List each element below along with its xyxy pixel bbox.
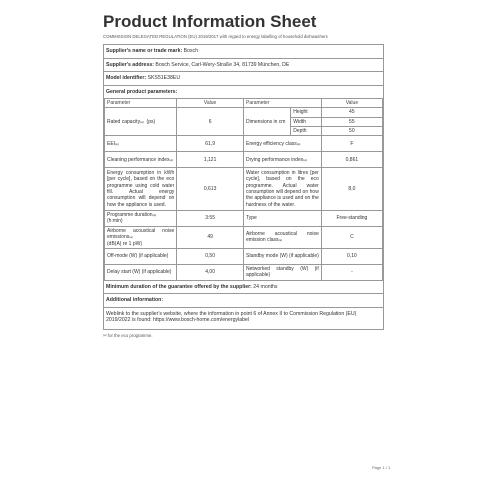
dimensions-label: Dimensions in cm bbox=[243, 108, 290, 136]
table-row bbox=[105, 136, 383, 152]
energy-class-value: F bbox=[321, 136, 382, 152]
supplier-address-label: Supplier's address: bbox=[106, 61, 154, 68]
table-header-row bbox=[105, 99, 383, 108]
energy-consumption-label: Energy consumption in kWh [per cycle], based on the eco programme using cold water fill. Actual energy consumption will depend on how the appliance is used. bbox=[105, 168, 177, 211]
guarantee-label: Minimum duration of the guarantee offered by the supplier: bbox=[106, 283, 252, 290]
noise-emissions-label: Airborne acoustical noise emissions$^{(a)}$ (dB(A) re 1 pW) bbox=[105, 226, 177, 248]
water-consumption-value: 8,0 bbox=[321, 168, 382, 211]
header-value-1: Value bbox=[177, 99, 244, 108]
delay-start-label: Delay start (W) (if applicable) bbox=[105, 264, 177, 280]
off-mode-label: Off-mode (W) (if applicable) bbox=[105, 248, 177, 264]
table-row bbox=[105, 108, 383, 136]
energy-class-label: Energy efficiency class$^{(a)}$ bbox=[243, 136, 321, 152]
table-row bbox=[105, 152, 383, 168]
depth-label: Depth bbox=[291, 126, 321, 135]
eei-value: 61,9 bbox=[177, 136, 244, 152]
programme-duration-value: 3:55 bbox=[177, 210, 244, 226]
supplier-name-label: Supplier's name or trade mark: bbox=[106, 48, 183, 54]
table-row bbox=[105, 264, 383, 280]
supplier-address-row bbox=[104, 59, 383, 73]
table-row bbox=[105, 226, 383, 248]
drying-index-label: Drying performance index$^{(a)}$ bbox=[243, 152, 321, 168]
networked-standby-label: Networked standby (W) (if applicable) bbox=[243, 264, 321, 280]
header-parameter-1: Parameter bbox=[105, 99, 177, 108]
height-value: 45 bbox=[321, 108, 382, 117]
drying-index-value: 0,861 bbox=[321, 152, 382, 168]
noise-class-label: Airborne acoustical noise emission class$^{(a)}$ bbox=[243, 226, 321, 248]
standby-mode-label: Standby mode (W) (if applicable) bbox=[243, 248, 321, 264]
noise-emissions-value: 49 bbox=[177, 226, 244, 248]
cleaning-index-value: 1,121 bbox=[177, 152, 244, 168]
supplier-name-value: Bosch bbox=[183, 48, 199, 54]
regulation-subtitle: COMMISSION DELEGATED REGULATION (EU) 2019/2017 with regard to energy labelling of household dishwashers bbox=[103, 34, 328, 39]
weblink-text: Weblink to the supplier's website, where the information in point 6 of Annex II to Commission Regulation (EU) 2019/2022 is found: https://www.bosch-home.com/energylabel bbox=[106, 310, 357, 324]
height-label: Height bbox=[291, 108, 321, 117]
header-parameter-2: Parameter bbox=[243, 99, 321, 108]
model-identifier-value: SKS51E38EU bbox=[147, 75, 181, 81]
rated-capacity-value: 6 bbox=[177, 108, 244, 136]
energy-consumption-value: 0,613 bbox=[177, 168, 244, 211]
info-box bbox=[103, 44, 384, 330]
dimensions-cell bbox=[291, 108, 383, 136]
additional-info-label: Additional information: bbox=[104, 294, 383, 308]
standby-mode-value: 0,10 bbox=[321, 248, 382, 264]
parameters-table bbox=[104, 98, 383, 281]
model-identifier-label: Model identifier: bbox=[106, 75, 147, 81]
width-value: 55 bbox=[321, 117, 382, 126]
table-row bbox=[105, 168, 383, 211]
general-params-label: General product parameters: bbox=[106, 88, 178, 95]
model-identifier-row bbox=[104, 72, 383, 86]
supplier-address-value: Bosch Service, Carl-Wery-Straße 34, 81739 München, DE bbox=[155, 61, 290, 68]
page-number: Page 1 / 1 bbox=[372, 465, 391, 470]
eei-label: EEI$^{(a)}$ bbox=[105, 136, 177, 152]
rated-capacity-label: Rated capacity$^{(a)}$ (ps) bbox=[105, 108, 177, 136]
header-value-2: Value bbox=[321, 99, 382, 108]
type-label: Type bbox=[243, 210, 321, 226]
water-consumption-label: Water consumption in litres [per cycle], based on the eco programme. Actual water consumption will depend on how the appliance is used and on the hardness of the water. bbox=[243, 168, 321, 211]
table-row bbox=[105, 210, 383, 226]
guarantee-value: 24 months bbox=[253, 283, 278, 290]
delay-start-value: 4,00 bbox=[177, 264, 244, 280]
footnote: $^{(a)}$ for the eco programme. bbox=[103, 332, 153, 338]
type-value: Free-standing bbox=[321, 210, 382, 226]
supplier-name-row bbox=[104, 45, 383, 59]
guarantee-row bbox=[104, 281, 383, 295]
cleaning-index-label: Cleaning performance index$^{(a)}$ bbox=[105, 152, 177, 168]
programme-duration-label: Programme duration$^{(a)}$ (h:min) bbox=[105, 210, 177, 226]
noise-class-value: C bbox=[321, 226, 382, 248]
depth-value: 50 bbox=[321, 126, 382, 135]
product-information-sheet bbox=[103, 12, 384, 338]
networked-standby-value: - bbox=[321, 264, 382, 280]
width-label: Width bbox=[291, 117, 321, 126]
off-mode-value: 0,50 bbox=[177, 248, 244, 264]
page-title: Product Information Sheet bbox=[103, 12, 317, 31]
dimensions-table bbox=[291, 108, 382, 135]
table-row bbox=[105, 248, 383, 264]
